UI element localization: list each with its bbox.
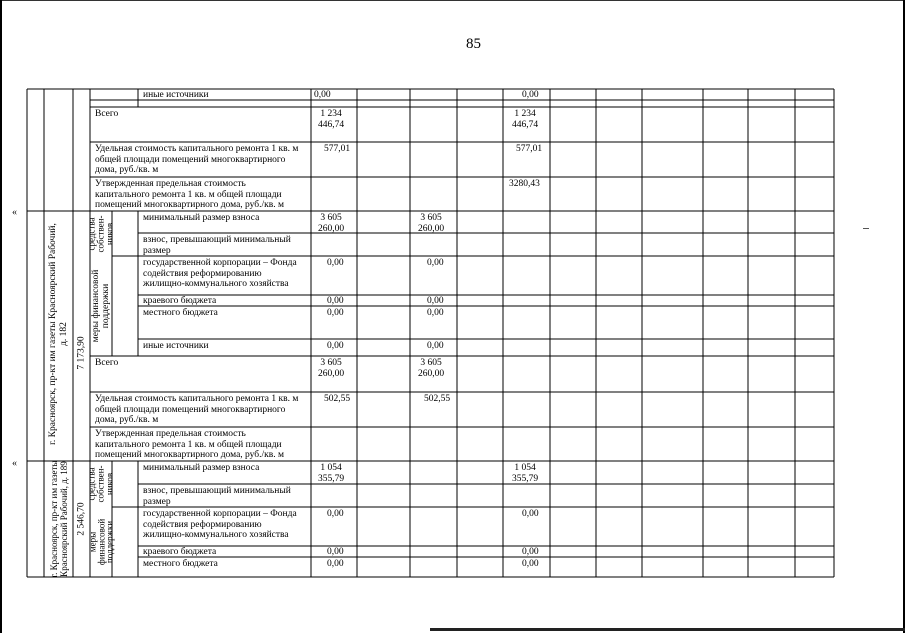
value-cell: 0,00 xyxy=(522,90,539,100)
value-cell: 577,01 xyxy=(324,144,351,154)
value-cell: 0,00 xyxy=(427,341,444,351)
value-cell: 3 605 260,00 xyxy=(318,213,345,234)
value-cell: 1 054 355,79 xyxy=(512,463,539,484)
group-owners-text: средства собствен- ников xyxy=(86,465,115,503)
row-label: взнос, превышающий минимальный размер xyxy=(143,486,291,507)
address-cell xyxy=(44,461,73,577)
address-text: г. Красноярск, пр-кт им газеты Красноярский Рабочий, д. 189 xyxy=(48,460,69,578)
row-label: государственной корпорации – Фонда содействия реформированию жилищно-коммунального хозяйства xyxy=(143,509,297,540)
value-cell: 0,00 xyxy=(522,547,539,557)
group-owners-cell xyxy=(86,211,115,256)
value-cell: 3 605 260,00 xyxy=(418,358,445,379)
value-cell: 3280,43 xyxy=(509,179,540,189)
value-cell: 0,00 xyxy=(522,509,539,519)
area-text: 2 546,70 xyxy=(76,502,86,536)
area-text: 7 173,90 xyxy=(76,336,86,370)
value-cell: 577,01 xyxy=(516,144,543,154)
address-cell xyxy=(44,211,73,456)
row-label: взнос, превышающий минимальный размер xyxy=(143,235,291,256)
group-owners-text: средства собствен- ников xyxy=(86,215,115,253)
row-label: краевого бюджета xyxy=(143,296,217,306)
value-cell: 0,00 xyxy=(327,509,344,519)
value-cell: 1 054 355,79 xyxy=(318,463,345,484)
value-cell: 0,00 xyxy=(427,296,444,306)
value-cell: 0,00 xyxy=(327,341,344,351)
value-cell: 3 605 260,00 xyxy=(318,358,345,379)
value-cell: 0,00 xyxy=(327,296,344,306)
row-label: минимальный размер взноса xyxy=(143,213,260,223)
row-label: минимальный размер взноса xyxy=(143,463,260,473)
row-label: краевого бюджета xyxy=(143,547,217,557)
group-support-text: меры финансовой поддержки xyxy=(87,518,115,566)
value-cell: 0,00 xyxy=(427,308,444,318)
value-cell: 0,00 xyxy=(327,547,344,557)
row-label: государственной корпорации – Фонда содействия реформированию жилищно-коммунального хозяйства xyxy=(143,258,297,289)
row-label: местного бюджета xyxy=(143,308,218,318)
value-cell: 502,55 xyxy=(324,394,351,404)
value-cell: 0,00 xyxy=(427,258,444,268)
value-cell: 0,00 xyxy=(314,90,331,100)
margin-mark: « xyxy=(12,207,17,218)
page-number: 85 xyxy=(466,36,481,52)
value-cell: 0,00 xyxy=(522,559,539,569)
row-label: Всего xyxy=(95,358,119,368)
row-label: Утвержденная предельная стоимость капитального ремонта 1 кв. м общей площади помещений многоквартирного дома, руб./кв. м xyxy=(95,179,284,210)
value-cell: 0,00 xyxy=(327,258,344,268)
value-cell: 502,55 xyxy=(424,394,451,404)
row-label: Утвержденная предельная стоимость капитального ремонта 1 кв. м общей площади помещений многоквартирного дома, руб./кв. м xyxy=(95,429,284,460)
group-support-cell xyxy=(87,507,115,577)
group-owners-cell xyxy=(86,461,115,507)
row-label: Удельная стоимость капитального ремонта 1 кв. м общей площади помещений многоквартирного дома, руб./кв. м xyxy=(95,144,299,175)
value-cell: 3 605 260,00 xyxy=(418,213,445,234)
row-label: местного бюджета xyxy=(143,559,218,569)
row-label: Удельная стоимость капитального ремонта 1 кв. м общей площади помещений многоквартирного дома, руб./кв. м xyxy=(95,394,299,425)
row-label: Всего xyxy=(95,109,119,119)
group-support-text: меры финансовой поддержки xyxy=(91,269,111,343)
value-cell: 0,00 xyxy=(327,308,344,318)
value-cell: 1 234 446,74 xyxy=(512,109,539,130)
margin-mark: « xyxy=(12,458,17,469)
group-support-cell xyxy=(90,256,112,356)
value-cell: 0,00 xyxy=(327,559,344,569)
row-label: иные источники xyxy=(143,90,209,100)
value-cell: 1 234 446,74 xyxy=(318,109,345,130)
address-text: г. Красноярск, пр-кт им газеты Красноярский Рабочий, д. 182 xyxy=(47,222,69,445)
row-label: иные источники xyxy=(143,341,209,351)
